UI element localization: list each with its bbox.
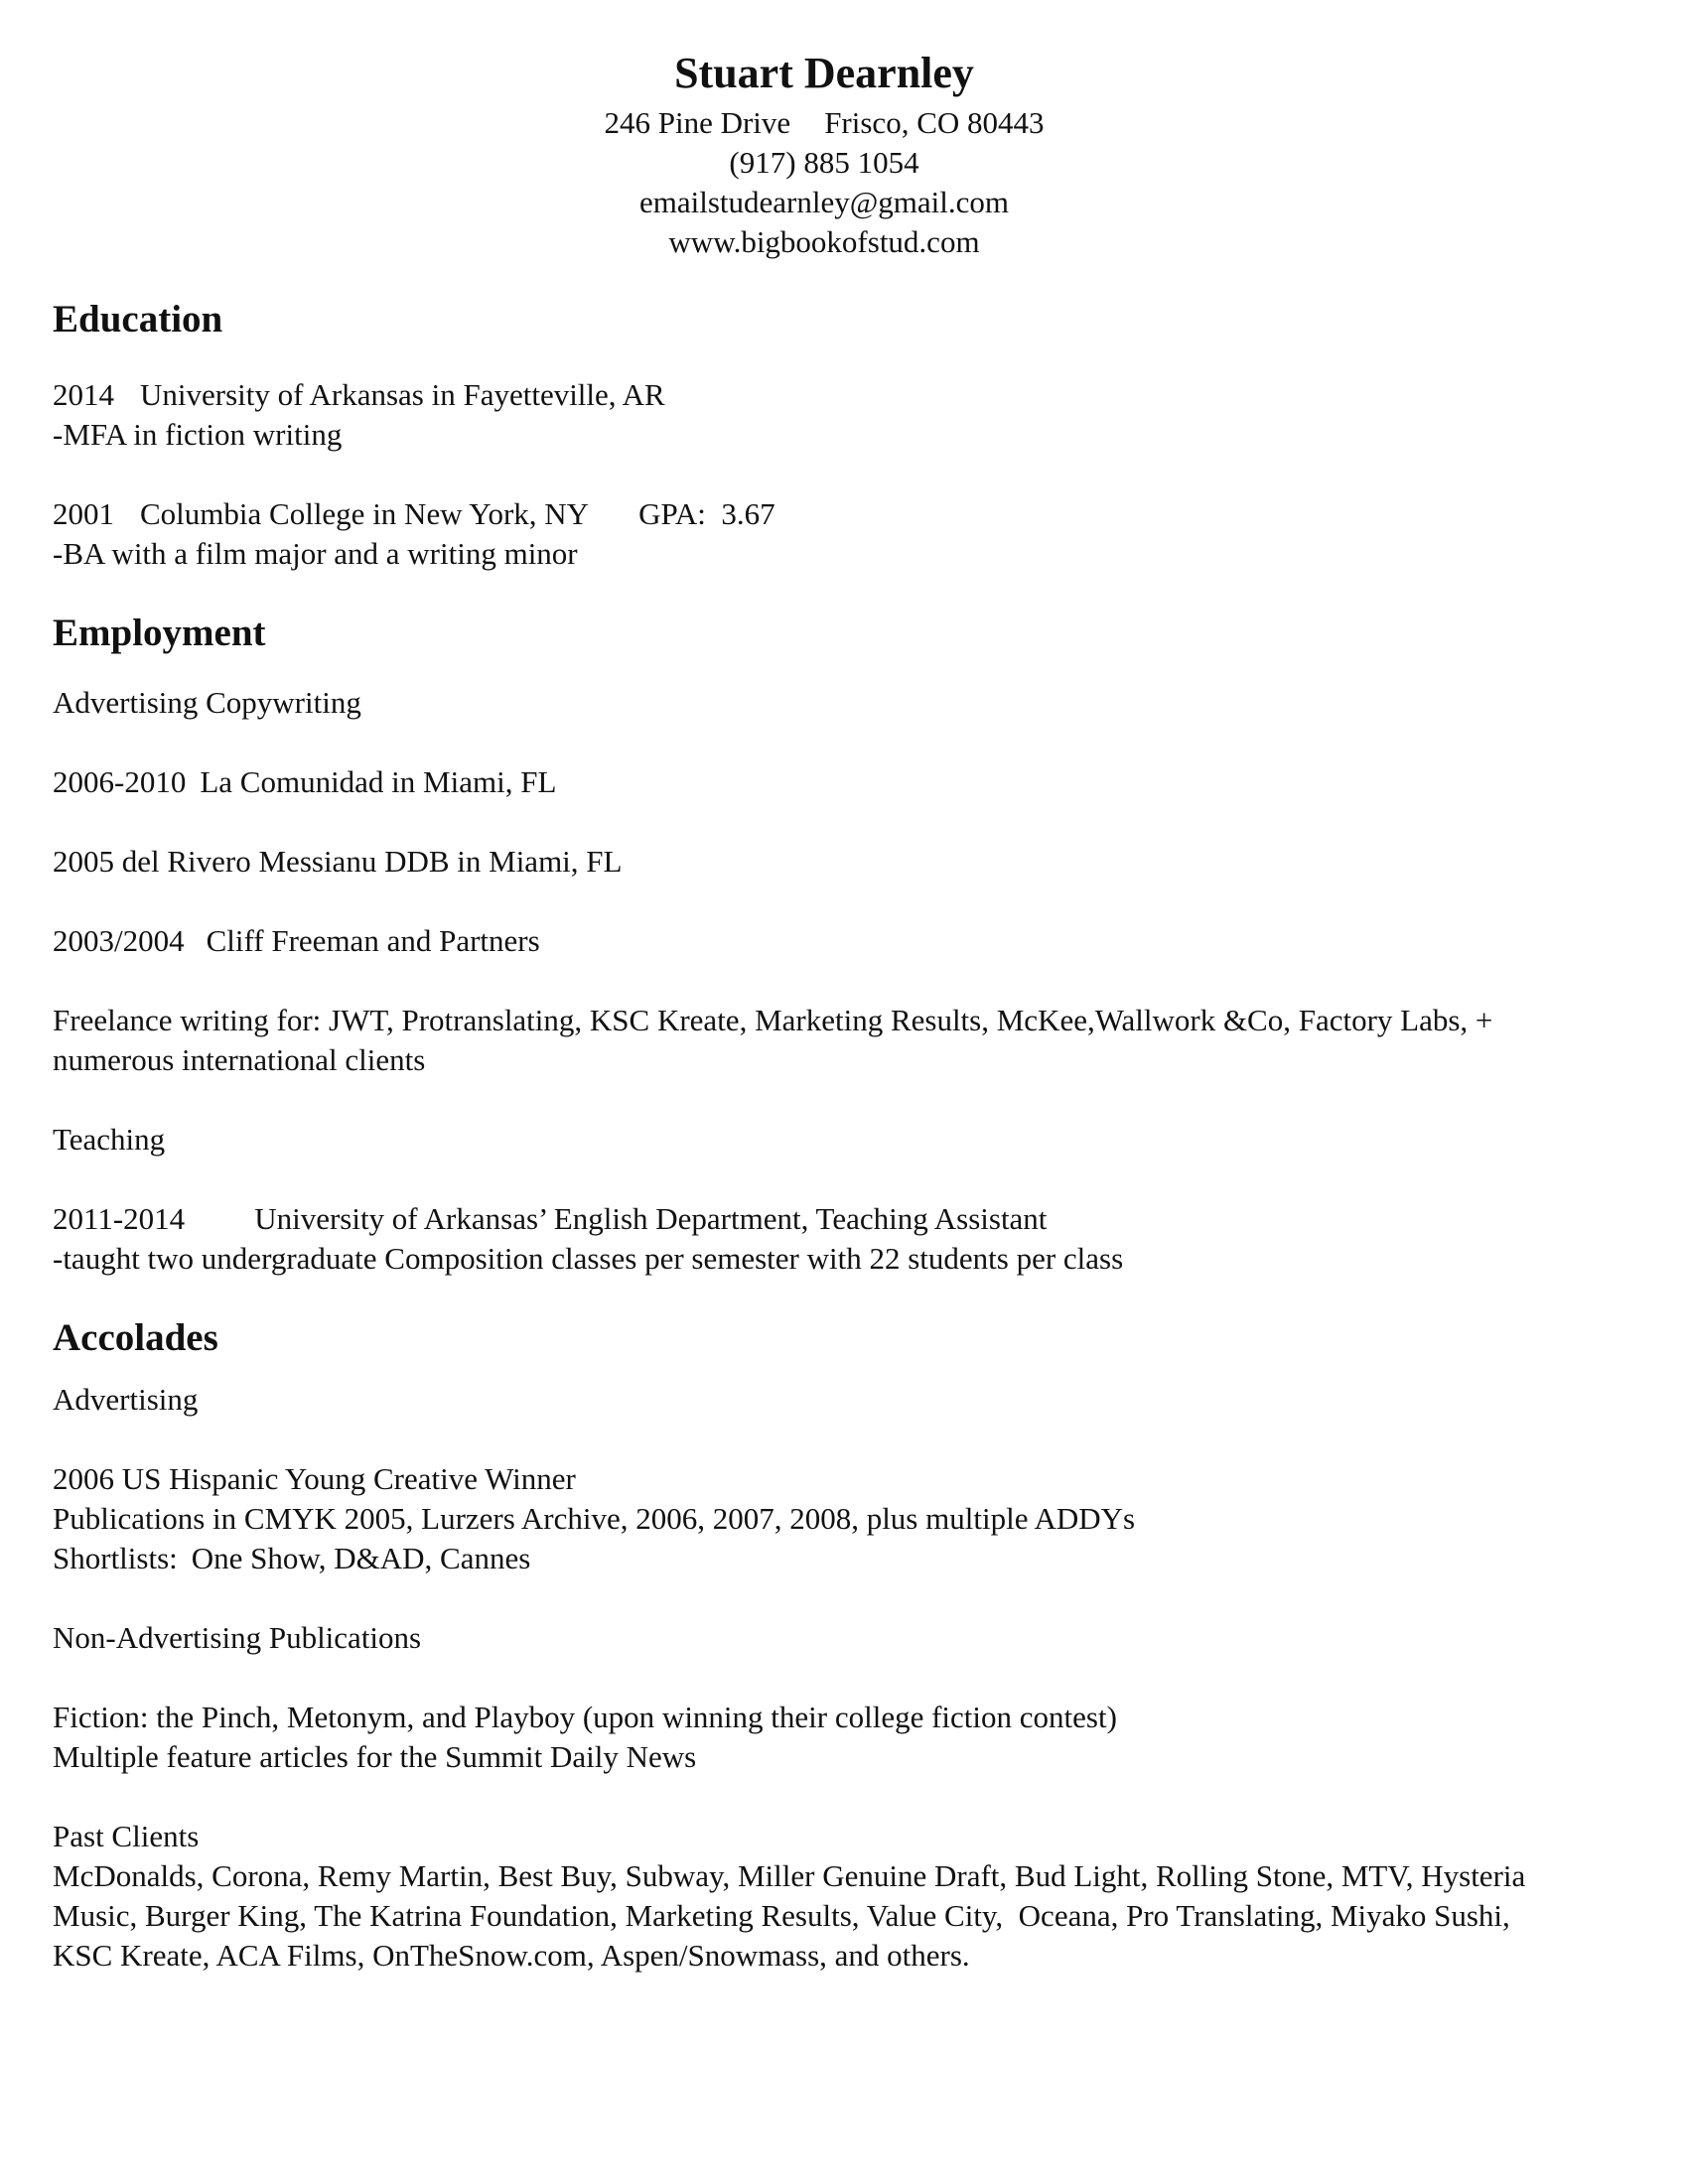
website-url: www.bigbookofstud.com xyxy=(668,224,980,259)
accolades-heading: Accolades xyxy=(53,1316,218,1359)
non-advertising-label: Non-Advertising Publications xyxy=(53,1620,422,1655)
education-heading: Education xyxy=(53,298,223,341)
teaching-detail: -taught two undergraduate Composition classes per semester with 22 students per class xyxy=(53,1241,1124,1276)
advertising-label: Advertising xyxy=(53,1382,199,1417)
address-line xyxy=(0,103,1648,143)
job-entry xyxy=(53,842,1641,882)
city-state-zip: Frisco, CO 80443 xyxy=(824,105,1045,140)
education-entry-1 xyxy=(53,375,1641,415)
education-year: 2014 xyxy=(53,377,114,412)
freelance-line: numerous international clients xyxy=(53,1042,426,1077)
resume-body xyxy=(53,296,1641,1976)
email-address: emailstudearnley@gmail.com xyxy=(638,185,1009,219)
teaching-year: 2011-2014 xyxy=(53,1201,186,1236)
education-detail: -BA with a film major and a writing minor xyxy=(53,536,578,571)
teaching-entry xyxy=(53,1199,1641,1239)
education-school: Columbia College in New York, NY xyxy=(140,496,590,531)
features-line: Multiple feature articles for the Summit Daily News xyxy=(53,1739,697,1774)
street-address: 246 Pine Drive xyxy=(604,105,791,140)
job-entry xyxy=(53,762,1641,802)
freelance-line: Freelance writing for: JWT, Protranslating, KSC Kreate, Marketing Results, McKee,Wallwork &Co, Factory Labs, + xyxy=(53,1003,1493,1037)
education-gpa: GPA: 3.67 xyxy=(638,496,775,531)
resume-header xyxy=(0,44,1648,262)
education-detail: -MFA in fiction writing xyxy=(53,417,343,452)
award-line: 2006 US Hispanic Young Creative Winner xyxy=(53,1461,576,1496)
job-year: 2006-2010 xyxy=(53,764,187,799)
job-entry xyxy=(53,921,1641,961)
publications-line: Publications in CMYK 2005, Lurzers Archive, 2006, 2007, 2008, plus multiple ADDYs xyxy=(53,1501,1136,1536)
advertising-copywriting-label: Advertising Copywriting xyxy=(53,685,361,720)
education-year: 2001 xyxy=(53,496,114,531)
clients-line: McDonalds, Corona, Remy Martin, Best Buy, Subway, Miller Genuine Draft, Bud Light, Rolling Stone, MTV, Hysteria xyxy=(53,1858,1526,1893)
applicant-name: Stuart Dearnley xyxy=(674,49,974,97)
fiction-line: Fiction: the Pinch, Metonym, and Playboy (upon winning their college fiction contest) xyxy=(53,1700,1117,1734)
employment-heading: Employment xyxy=(53,612,266,654)
phone-number: (917) 885 1054 xyxy=(729,145,919,180)
clients-line: Music, Burger King, The Katrina Foundation, Marketing Results, Value City, Oceana, Pro Translating, Miyako Sushi, xyxy=(53,1898,1510,1933)
teaching-label: Teaching xyxy=(53,1122,166,1157)
shortlists-line xyxy=(53,1539,1641,1578)
clients-line: KSC Kreate, ACA Films, OnTheSnow.com, Aspen/Snowmass, and others. xyxy=(53,1938,970,1973)
past-clients-label: Past Clients xyxy=(53,1819,200,1853)
shortlists-label: Shortlists: xyxy=(53,1541,178,1575)
job-company: del Rivero Messianu DDB in Miami, FL xyxy=(121,844,623,879)
job-company: Cliff Freeman and Partners xyxy=(206,923,540,958)
education-school: University of Arkansas in Fayetteville, AR xyxy=(140,377,665,412)
education-entry-2 xyxy=(53,494,1641,534)
shortlists-value: One Show, D&AD, Cannes xyxy=(191,1541,531,1575)
job-year: 2005 xyxy=(53,844,114,879)
job-year: 2003/2004 xyxy=(53,923,185,958)
teaching-position: University of Arkansas’ English Department, Teaching Assistant xyxy=(254,1201,1048,1236)
job-company: La Comunidad in Miami, FL xyxy=(200,764,557,799)
